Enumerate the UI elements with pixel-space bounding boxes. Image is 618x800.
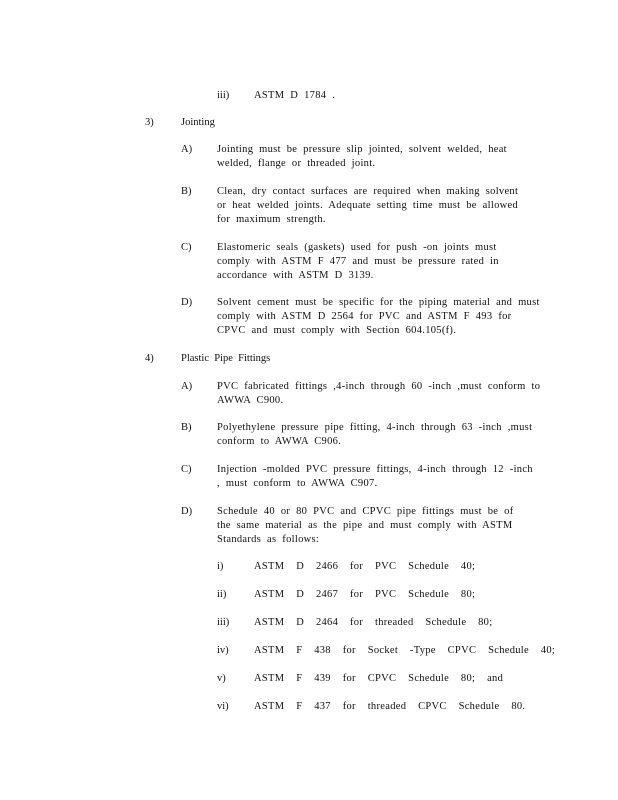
item-text: Injection -molded PVC pressure fittings, 4-inch through 12 -inch , must conform to AWWA C907. [217, 464, 533, 489]
subitem-label: iii) [217, 90, 230, 101]
item-label: B) [181, 422, 192, 433]
item-label: A) [181, 144, 193, 155]
subitem-text: ASTM F 439 for CPVC Schedule 80; and [254, 673, 504, 684]
item-label: C) [181, 464, 192, 475]
subitem-label: iii) [217, 617, 230, 628]
section-number: 3) [145, 117, 154, 128]
item-label: D) [181, 506, 193, 517]
subitem-label: v) [217, 673, 226, 684]
item-label: A) [181, 381, 193, 392]
section-number: 4) [145, 353, 154, 364]
subitem-text: ASTM D 2467 for PVC Schedule 80; [254, 589, 476, 600]
subitem-text: ASTM D 1784 . [254, 90, 336, 101]
item-text: Clean, dry contact surfaces are required when making solvent or heat welded joints. Adequate setting time must be allowed for maximum strength. [217, 186, 519, 225]
subitem-text: ASTM F 437 for threaded CPVC Schedule 80. [254, 701, 526, 712]
section-title: Plastic Pipe Fittings [181, 353, 271, 364]
subitem-text: ASTM D 2466 for PVC Schedule 40; [254, 561, 476, 572]
item-text: Jointing must be pressure slip jointed, solvent welded, heat welded, flange or threaded joint. [217, 144, 507, 169]
subitem-text: ASTM F 438 for Socket -Type CPVC Schedule 40; [254, 645, 556, 656]
item-text: Elastomeric seals (gaskets) used for push -on joints must comply with ASTM F 477 and must be pressure rated in accordance with ASTM D 3139. [217, 242, 499, 281]
item-label: D) [181, 297, 193, 308]
item-text: PVC fabricated fittings ,4-inch through 60 -inch ,must conform to AWWA C900. [217, 381, 541, 406]
section-title: Jointing [181, 117, 215, 128]
subitem-label: i) [217, 561, 224, 572]
item-label: B) [181, 186, 192, 197]
subitem-text: ASTM D 2464 for threaded Schedule 80; [254, 617, 493, 628]
subitem-label: vi) [217, 701, 229, 712]
item-text: Polyethylene pressure pipe fitting, 4-inch through 63 -inch ,must conform to AWWA C906. [217, 422, 533, 447]
item-text: Schedule 40 or 80 PVC and CPVC pipe fittings must be of the same material as the pipe and must comply with ASTM Standards as follows: [217, 506, 514, 545]
subitem-label: iv) [217, 645, 229, 656]
item-label: C) [181, 242, 192, 253]
subitem-label: ii) [217, 589, 227, 600]
item-text: Solvent cement must be specific for the piping material and must comply with ASTM D 2564 for PVC and ASTM F 493 for CPVC and must comply with Section 604.105(f). [217, 297, 540, 336]
